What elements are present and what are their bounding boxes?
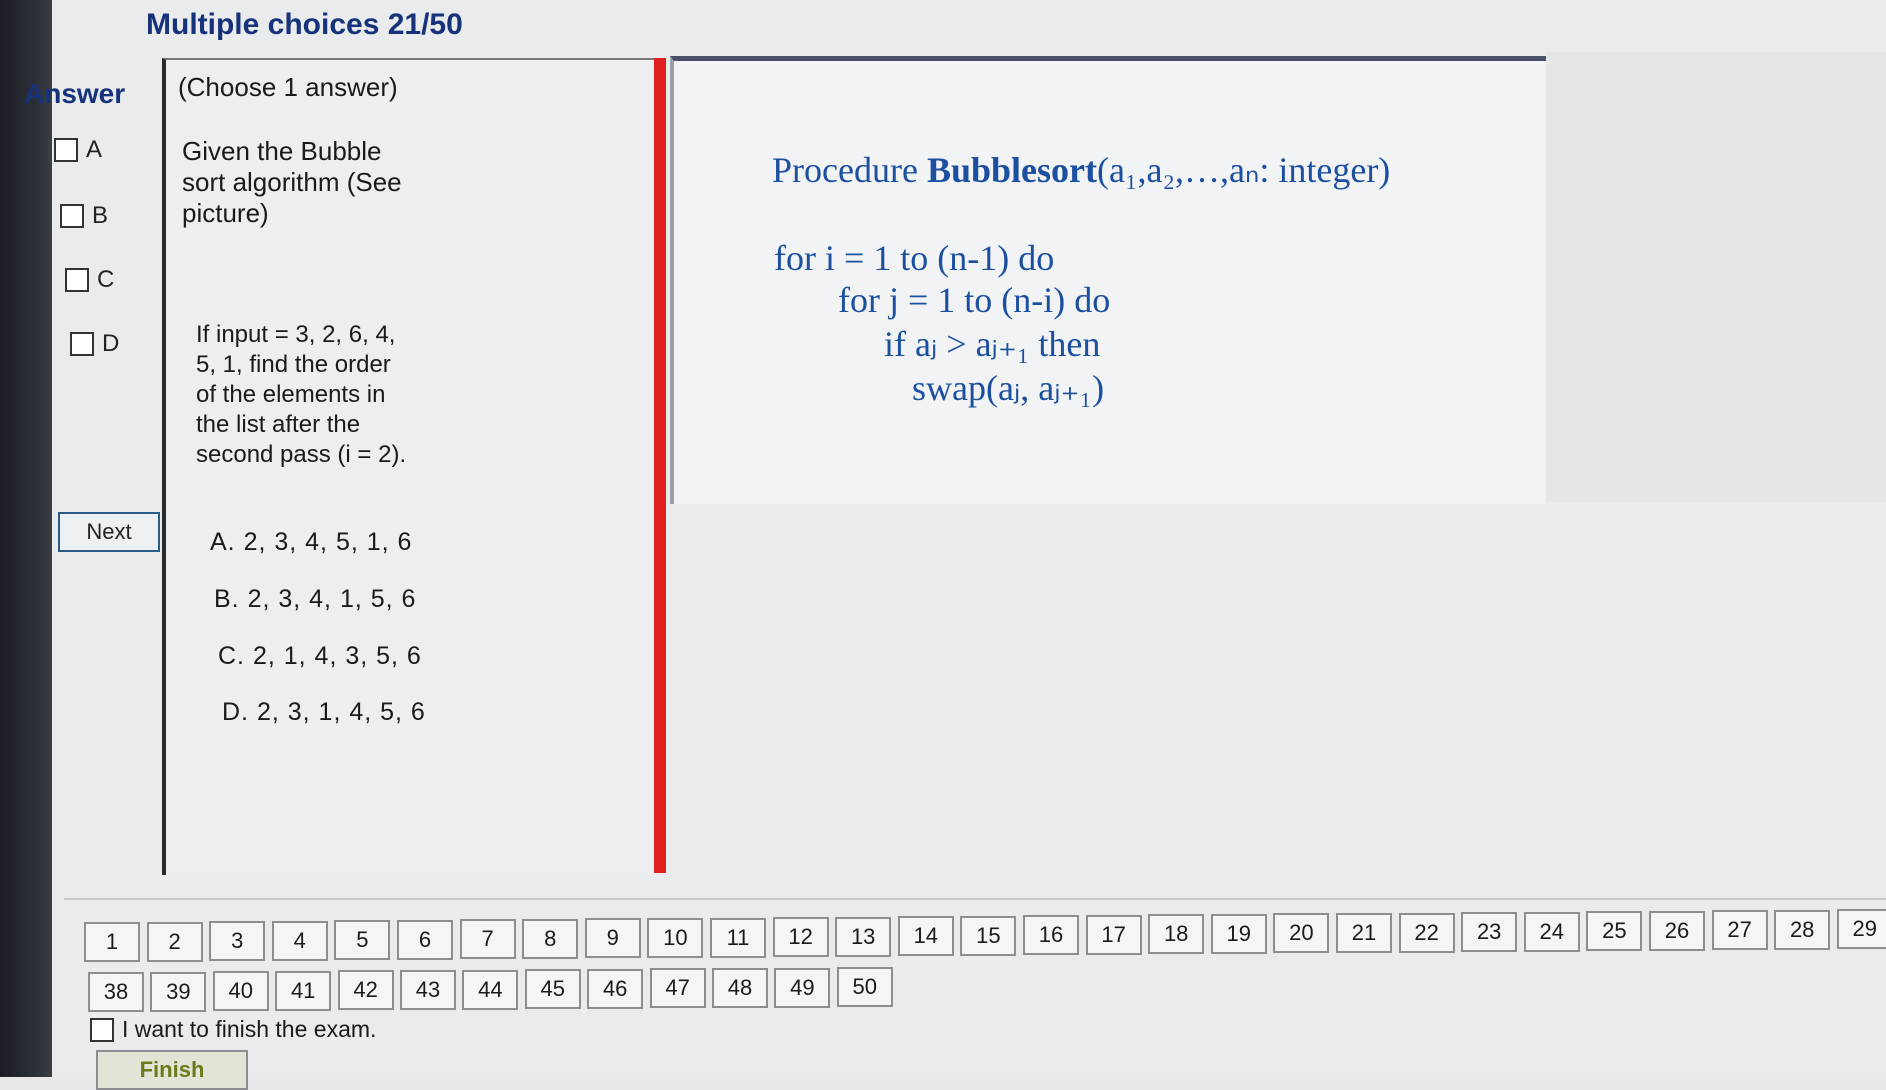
finish-checkbox-label: I want to finish the exam. [122,1016,377,1042]
question-nav-button[interactable]: 17 [1086,915,1142,955]
question-nav-button[interactable]: 12 [773,917,829,957]
question-nav-button[interactable]: 19 [1211,914,1267,954]
choice-a: A. 2, 3, 4, 5, 1, 6 [210,528,413,556]
panel-divider [654,58,666,873]
code-line-3: if aⱼ > aⱼ₊₁ then [884,324,1101,364]
question-intro [182,136,402,229]
question-nav-button[interactable]: 43 [400,970,456,1010]
question-nav-button[interactable]: 9 [585,918,641,958]
answer-option-label: C [97,266,115,293]
question-nav-button[interactable]: 21 [1336,913,1392,953]
question-prompt [196,320,406,470]
question-nav-button[interactable]: 38 [88,972,144,1012]
question-nav-button[interactable]: 8 [522,919,578,959]
question-nav-button[interactable]: 25 [1586,911,1642,951]
question-nav-button[interactable]: 4 [272,921,328,961]
choice-d: D. 2, 3, 1, 4, 5, 6 [222,698,426,726]
question-nav-button[interactable]: 15 [960,916,1016,956]
question-nav-button[interactable]: 47 [650,968,706,1008]
question-nav-button[interactable]: 41 [275,971,331,1011]
question-prompt-line: second pass (i = 2). [196,441,407,468]
question-nav-button[interactable]: 48 [712,968,768,1008]
question-nav-button[interactable]: 23 [1461,912,1517,952]
right-blank-area [1546,52,1886,502]
next-button[interactable]: Next [58,512,160,552]
question-nav-button[interactable]: 45 [525,969,581,1009]
question-nav-button[interactable]: 7 [460,919,516,959]
question-nav-button[interactable]: 22 [1399,913,1455,953]
question-nav-button[interactable]: 10 [647,918,703,958]
answer-option-d[interactable] [70,330,119,358]
answer-heading: Answer [24,78,126,109]
answer-option-b[interactable] [60,202,108,230]
procedure-args: (a₁,a₂,…,aₙ: integer) [1096,150,1391,190]
question-nav-button[interactable]: 6 [397,920,453,960]
answer-option-label: B [92,202,109,229]
procedure-keyword: Procedure [772,150,918,190]
question-instruction: (Choose 1 answer) [178,72,398,102]
question-nav-button[interactable]: 24 [1524,912,1580,952]
code-line-4: swap(aⱼ, aⱼ₊₁) [912,368,1105,408]
procedure-header [772,149,1390,191]
question-nav-button[interactable]: 39 [150,972,206,1012]
checkbox-c[interactable] [65,268,89,292]
question-nav-button[interactable]: 40 [213,971,269,1011]
choice-b: B. 2, 3, 4, 1, 5, 6 [214,585,417,613]
question-intro-line: picture) [182,198,269,228]
question-nav-button[interactable]: 46 [587,969,643,1009]
question-intro-line: Given the Bubble [182,136,382,166]
question-nav-button[interactable]: 20 [1273,913,1329,953]
procedure-name: Bubblesort [926,150,1097,190]
code-line-1: for i = 1 to (n-1) do [774,238,1055,278]
question-nav-button[interactable]: 13 [835,917,891,957]
choice-c: C. 2, 1, 4, 3, 5, 6 [218,642,422,670]
algorithm-picture [670,56,1546,504]
question-nav-button[interactable]: 18 [1148,914,1204,954]
answer-option-a[interactable] [54,136,102,164]
nav-separator [64,898,1886,900]
page-title: Multiple choices 21/50 [146,8,463,41]
question-nav-button[interactable]: 49 [774,968,830,1008]
question-nav-button[interactable]: 29 [1837,909,1886,949]
checkbox-d[interactable] [70,332,94,356]
finish-checkbox[interactable] [90,1018,114,1042]
question-nav-button[interactable]: 28 [1774,910,1830,950]
question-nav-button[interactable]: 42 [338,970,394,1010]
checkbox-a[interactable] [54,138,78,162]
question-nav-button[interactable]: 26 [1649,911,1705,951]
checkbox-b[interactable] [60,204,84,228]
code-line-2: for j = 1 to (n-i) do [838,280,1111,320]
question-nav-button[interactable]: 27 [1712,910,1768,950]
question-nav-button[interactable]: 11 [710,918,766,958]
answer-option-label: A [86,136,103,163]
question-nav-button[interactable]: 16 [1023,915,1079,955]
question-prompt-line: 5, 1, find the order [196,351,391,378]
question-prompt-line: of the elements in [196,381,386,408]
question-nav-button[interactable]: 50 [837,967,893,1007]
question-nav-button[interactable]: 14 [898,916,954,956]
monitor-bezel [0,0,52,1077]
question-nav-button[interactable]: 2 [147,922,203,962]
question-intro-line: sort algorithm (See [182,167,402,197]
answer-option-label: D [102,330,120,357]
question-prompt-line: If input = 3, 2, 6, 4, [196,321,396,348]
question-nav-button[interactable]: 3 [209,921,265,961]
question-nav-button[interactable]: 5 [334,920,390,960]
answer-option-c[interactable] [65,266,114,294]
finish-exam-checkbox[interactable] [90,1016,376,1043]
finish-button[interactable]: Finish [96,1050,248,1090]
question-prompt-line: the list after the [196,411,361,438]
question-nav-button[interactable]: 1 [84,922,140,962]
question-nav-button[interactable]: 44 [462,970,518,1010]
